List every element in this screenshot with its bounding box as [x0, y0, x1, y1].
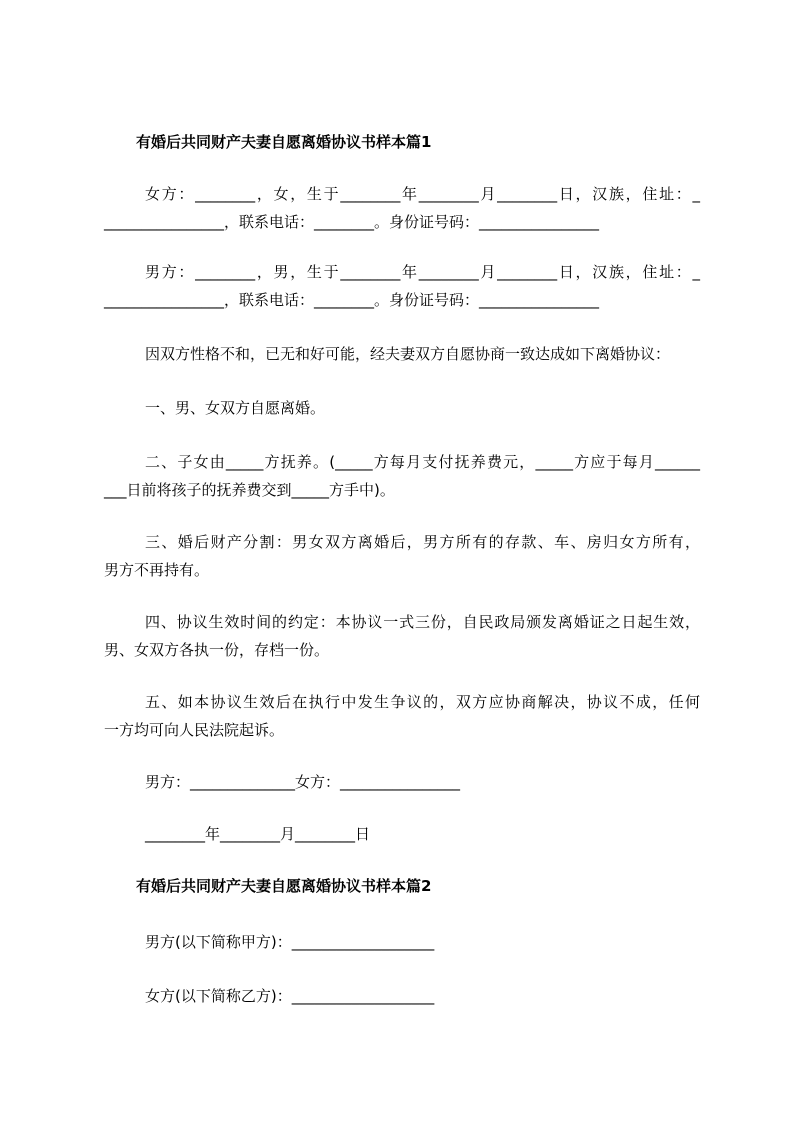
clause-1 [104, 394, 700, 422]
party-a-line [104, 928, 700, 956]
clause-5 [104, 688, 700, 744]
paragraph-preamble [104, 340, 700, 368]
paragraph-line: 一方均可向人民法院起诉。 [104, 721, 285, 739]
clause-2 [104, 448, 700, 504]
paragraph-line: 男方：______________女方：________________ [145, 773, 461, 791]
paragraph-line: ________年________月________日 [145, 825, 371, 843]
paragraph-line: 五、如本协议生效后在执行中发生争议的，双方应协商解决，协议不成，任何 [145, 693, 700, 711]
signature-line [104, 768, 700, 796]
date-line [104, 820, 700, 848]
paragraph-line: 男方：________，男，生于________年________月________日，汉族，住址：_ [145, 263, 700, 281]
paragraph-line: 男、女双方各执一份，存档一份。 [104, 641, 330, 659]
paragraph-male-party [104, 258, 700, 314]
section-title: 有婚后共同财产夫妻自愿离婚协议书样本篇1 [136, 133, 432, 151]
paragraph-line: 三、婚后财产分割：男女双方离婚后，男方所有的存款、车、房归女方所有， [145, 533, 700, 551]
paragraph-line: 女方(以下简称乙方)：___________________ [145, 987, 435, 1005]
paragraph-line: 男方(以下简称甲方)：___________________ [145, 933, 435, 951]
paragraph-female-party [104, 180, 700, 236]
paragraph-line: 二、子女由_____方抚养。(_____方每月支付抚养费元，_____方应于每月______ [145, 453, 700, 471]
party-b-line [104, 982, 700, 1010]
paragraph-line: 女方：________，女，生于________年________月________日，汉族，住址：_ [145, 185, 700, 203]
paragraph-line: 四、协议生效时间的约定：本协议一式三份，自民政局颁发离婚证之日起生效， [145, 613, 700, 631]
paragraph-line: ________________，联系电话：________。身份证号码：________________ [104, 213, 600, 231]
paragraph-line: ___日前将孩子的抚养费交到_____方手中)。 [104, 481, 395, 499]
section-title: 有婚后共同财产夫妻自愿离婚协议书样本篇2 [136, 877, 432, 895]
paragraph-line: ________________，联系电话：________。身份证号码：________________ [104, 291, 600, 309]
paragraph-line: 男方不再持有。 [104, 561, 210, 579]
clause-3 [104, 528, 700, 584]
paragraph-line: 因双方性格不和，已无和好可能，经夫妻双方自愿协商一致达成如下离婚协议： [145, 345, 671, 363]
clause-4 [104, 608, 700, 664]
paragraph-line: 一、男、女双方自愿离婚。 [145, 399, 326, 417]
